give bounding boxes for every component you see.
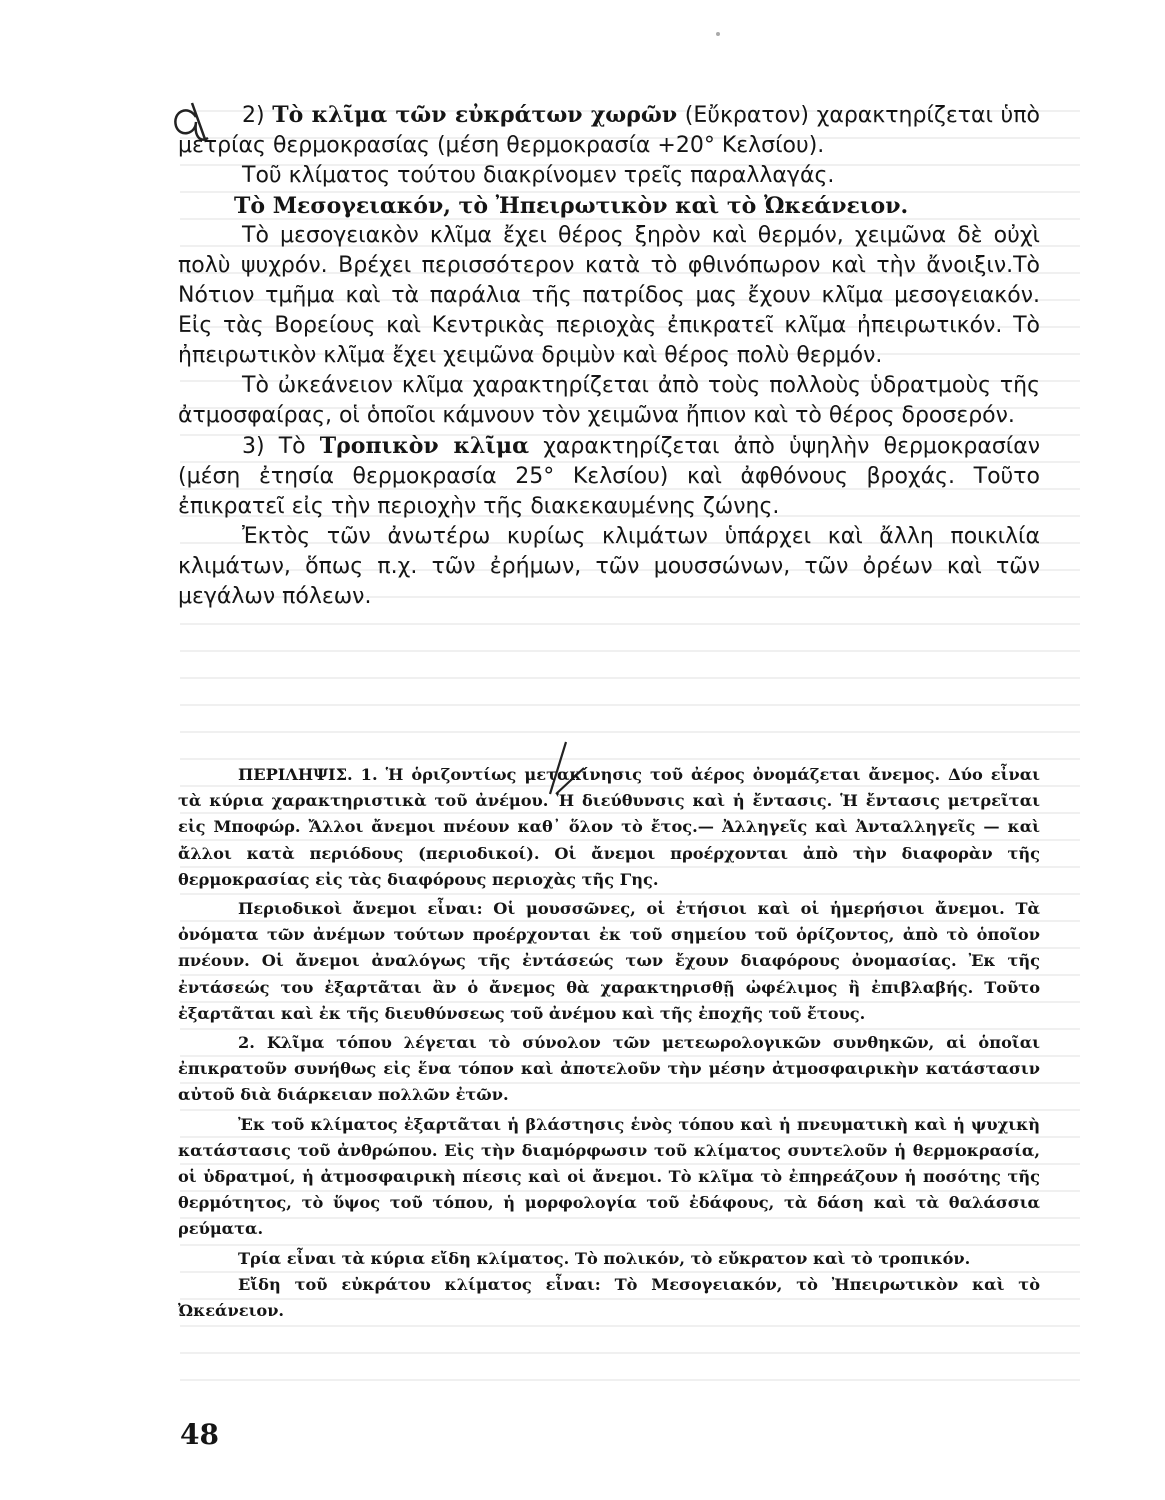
paragraph-mediterranean: Τὸ μεσογειακὸν κλῖμα ἔχει θέρος ξηρὸν καὶ θερμόν, χειμῶνα δὲ οὐχὶ πολὺ ψυχρόν. Βρέχει περισσότερον κατὰ τὸ φθινόπωρον καὶ τὴν ἄνοιξιν.Τὸ Νότιον τμῆμα καὶ τὰ παράλια τῆς πατρίδος μας ἔχουν κλῖμα μεσογειακόν. Εἰς τὰς Βορείους καὶ Κεντρικὰς περιοχὰς ἐπικρατεῖ κλῖμα ἠπειρωτικόν. Τὸ ἠπειρωτικὸν κλῖμα ἔχει χειμῶνα δριμὺν καὶ θέρος πολὺ θερμόν.: [178, 223, 1040, 368]
paragraph-text: χαρακτηρίζεται ἀπὸ ὑψηλὴν θερμοκρασίαν (μέση ἐτησία θερμοκρασία 25° Κελσίου) καὶ ἀφθόνους βροχάς. Τοῦτο ἐπικρατεῖ εἰς τὴν περιοχὴν τῆς διακεκαυμένης ζώνης.: [178, 434, 1040, 519]
term-tropical-climate: Τροπικὸν κλῖμα: [319, 433, 530, 459]
main-text: [178, 100, 1040, 612]
paragraph-text: (Εὔκρατον) χαρακτηρίζεται ὑπὸ μετρίας θερμοκρασίας (μέση θερμοκρασία +20° Κελσίου).: [178, 103, 1040, 158]
section-heading: Τὸ Μεσογειακόν, τὸ Ἠπειρωτικὸν καὶ τὸ Ὠκεάνειον.: [234, 193, 909, 219]
summary-paragraph-climate-factors: Ἐκ τοῦ κλίματος ἐξαρτᾶται ἡ βλάστησις ἑνὸς τόπου καὶ ἡ πνευματικὴ καὶ ἡ ψυχικὴ κατάστασις τοῦ ἀνθρώπου. Εἰς τὴν διαμόρφωσιν τοῦ κλίματος συντελοῦν ἡ θερμοκρασία, οἱ ὑδρατμοί, ἡ ἀτμοσφαιρικὴ πίεσις καὶ οἱ ἄνεμοι. Τὸ κλῖμα τὸ ἐπηρεάζουν ἡ ποσότης τῆς θερμότητος, τὸ ὕψος τοῦ τόπου, ἡ μορφολογία τοῦ ἐδάφους, τὰ δάση καὶ τὰ θαλάσσια ρεύματα.: [178, 1114, 1040, 1239]
item-number: 2): [242, 103, 273, 128]
item-number: 3) Τὸ: [242, 434, 320, 459]
paragraph-tropical-climate: [178, 431, 1040, 522]
summary-paragraph-climate-types: Τρία εἶναι τὰ κύρια εἴδη κλίματος. Τὸ πολικόν, τὸ εὔκρατον καὶ τὸ τροπικόν.: [238, 1248, 971, 1268]
paragraph-variants: Τοῦ κλίματος τούτου διακρίνομεν τρεῖς παραλλαγάς.: [242, 163, 835, 188]
page-number: 48: [180, 1418, 219, 1451]
paragraph-oceanic: Τὸ ὠκεάνειον κλῖμα χαρακτηρίζεται ἀπὸ τοὺς πολλοὺς ὑδρατμοὺς τῆς ἀτμοσφαίρας, οἱ ὁποῖοι κάμνουν τὸν χειμῶνα ἤπιον καὶ τὸ θέρος δροσερόν.: [178, 373, 1040, 428]
summary-paragraph-wind: ΠΕΡΙΛΗΨΙΣ. 1. Ἡ ὁριζοντίως μετακίνησις τοῦ ἀέρος ὀνομάζεται ἄνεμος. Δύο εἶναι τὰ κύρια χαρακτηριστικὰ τοῦ ἀνέμου. Ἡ διεύθυνσις καὶ ἡ ἔντασις. Ἡ ἔντασις μετρεῖται εἰς Μποφώρ. Ἄλλοι ἄνεμοι πνέουν καθ᾽ ὅλον τὸ ἔτος.— Ἀλληγεῖς καὶ Ἀνταλληγεῖς — καὶ ἄλλοι κατὰ περιόδους (περιοδικοί). Οἱ ἄνεμοι προέρχονται ἀπὸ τὴν διαφορὰν τῆς θερμοκρασίας εἰς τὰς διαφόρους περιοχὰς τῆς Γης.: [178, 765, 1040, 889]
summary-section: [178, 762, 1040, 1324]
term-temperate-climate: Τὸ κλῖμα τῶν εὐκράτων χωρῶν: [272, 102, 678, 128]
summary-paragraph-periodic-winds: Περιοδικοὶ ἄνεμοι εἶναι: Οἱ μουσσῶνες, οἱ ἐτήσιοι καὶ οἱ ἡμερήσιοι ἄνεμοι. Τὰ ὀνόματα τῶν ἀνέμων τούτων προέρχονται ἐκ τοῦ σημείου τοῦ ὁρίζοντος, ἀπὸ τὸ ὁποῖον πνέουν. Οἱ ἄνεμοι ἀναλόγως τῆς ἐντάσεώς των ἔχουν διαφόρους ὀνομασίας. Ἐκ τῆς ἐντάσεώς του ἐξαρτᾶται ἂν ὁ ἄνεμος θὰ χαρακτηρισθῇ ὠφέλιμος ἢ ἐπιβλαβής. Τοῦτο ἐξαρτᾶται καὶ ἐκ τῆς διευθύνσεως τοῦ ἀνέμου καὶ τῆς ἐποχῆς τοῦ ἔτους.: [178, 899, 1040, 1023]
summary-paragraph-temperate-types: Εἴδη τοῦ εὐκράτου κλίματος εἶναι: Τὸ Μεσογειακόν, τὸ Ἠπειρωτικὸν καὶ τὸ Ὠκεάνειον.: [178, 1274, 1040, 1321]
paragraph-other-climates: Ἐκτὸς τῶν ἀνωτέρω κυρίως κλιμάτων ὑπάρχει καὶ ἄλλη ποικιλία κλιμάτων, ὅπως π.χ. τῶν ἐρήμων, τῶν μουσσώνων, τῶν ὀρέων καὶ τῶν μεγάλων πόλεων.: [178, 524, 1040, 609]
summary-paragraph-climate-definition: 2. Κλῖμα τόπου λέγεται τὸ σύνολον τῶν μετεωρολογικῶν συνθηκῶν, αἱ ὁποῖαι ἐπικρατοῦν συνήθως εἰς ἕνα τόπον καὶ ἀποτελοῦν τὴν μέσην ἀτμοσφαιρικὴν κατάστασιν αὐτοῦ διὰ διάρκειαν πολλῶν ἐτῶν.: [178, 1033, 1040, 1105]
paragraph-temperate-climate: [178, 100, 1040, 161]
